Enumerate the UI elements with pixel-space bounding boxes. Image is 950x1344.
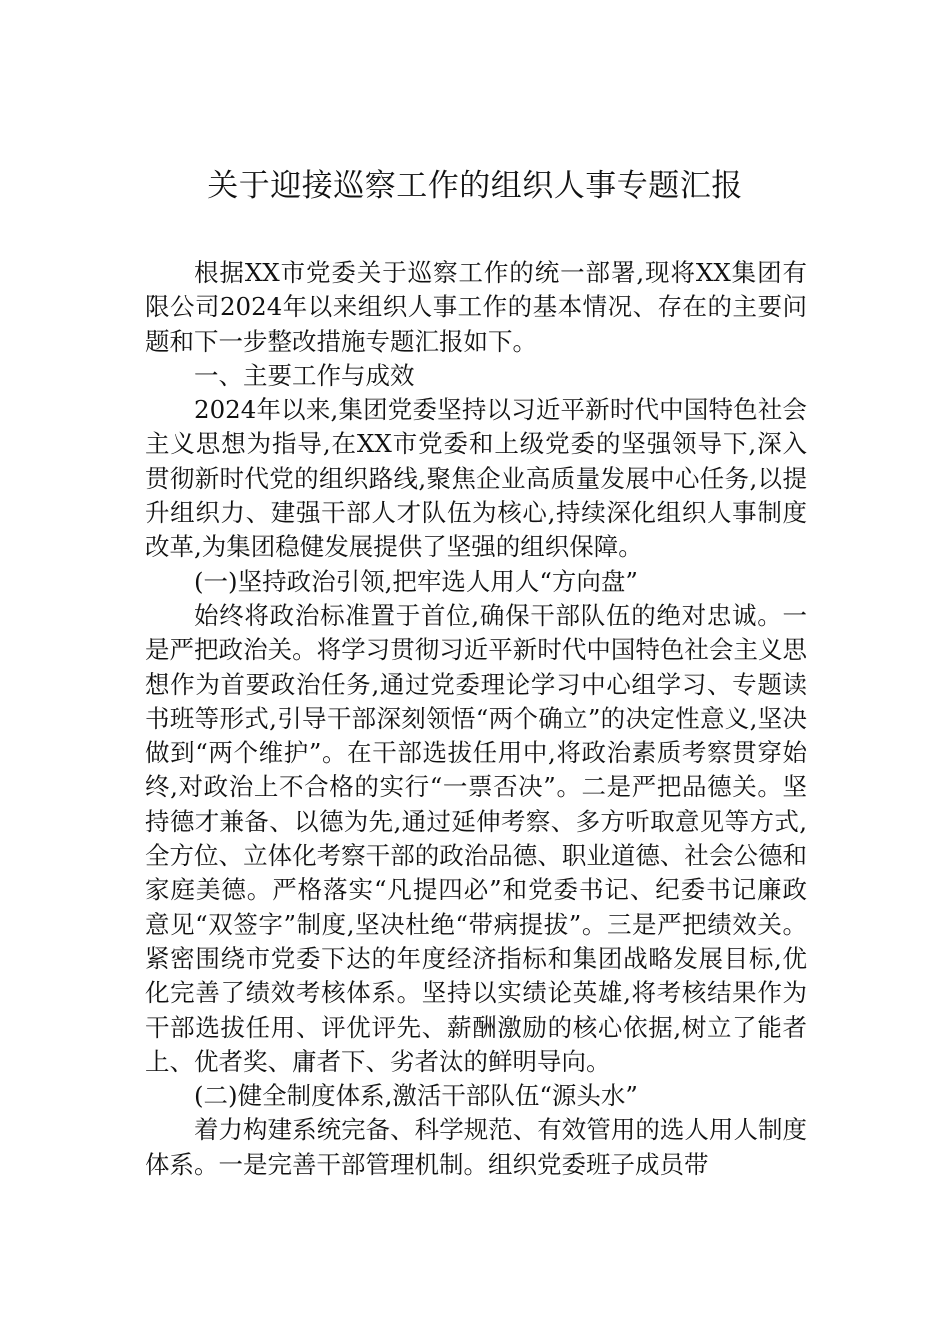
intro-paragraph: 根据XX市党委关于巡察工作的统一部署,现将XX集团有限公司2024年以来组织人事工作的基本情况、存在的主要问题和下一步整改措施专题汇报如下。 (145, 258, 807, 356)
section-1-paragraph: 2024年以来,集团党委坚持以习近平新时代中国特色社会主义思想为指导,在XX市党委和上级党委的坚强领导下,深入贯彻新时代党的组织路线,聚焦企业高质量发展中心任务,以提升组织力、建强干部人才队伍为核心,持续深化组织人事制度改革,为集团稳健发展提供了坚强的组织保障。 (145, 395, 807, 562)
document-title: 关于迎接巡察工作的组织人事专题汇报 (207, 168, 743, 204)
subsection-1-paragraph: 始终将政治标准置于首位,确保干部队伍的绝对忠诚。一是严把政治关。将学习贯彻习近平新时代中国特色社会主义思想作为首要政治任务,通过党委理论学习中心组学习、专题读书班等形式,引导干部深刻领悟“两个确立”的决定性意义,坚决做到“两个维护”。在干部选拔任用中,将政治素质考察贯穿始终,对政治上不合格的实行“一票否决”。二是严把品德关。坚持德才兼备、以德为先,通过延伸考察、多方听取意见等方式,全方位、立体化考察干部的政治品德、职业道德、社会公德和家庭美德。严格落实“凡提四必”和党委书记、纪委书记廉政意见“双签字”制度,坚决杜绝“带病提拔”。三是严把绩效关。紧密围绕市党委下达的年度经济指标和集团战略发展目标,优化完善了绩效考核体系。坚持以实绩论英雄,将考核结果作为干部选拔任用、评优评先、薪酬激励的核心依据,树立了能者上、优者奖、庸者下、劣者汰的鲜明导向。 (145, 600, 807, 1076)
section-heading-1: 一、主要工作与成效 (194, 360, 415, 390)
subsection-2-paragraph: 着力构建系统完备、科学规范、有效管用的选人用人制度体系。一是完善干部管理机制。组织党委班子成员带 (145, 1115, 807, 1179)
subsection-heading-1: (一)坚持政治引领,把牢选人用人“方向盘” (194, 566, 638, 596)
subsection-heading-2: (二)健全制度体系,激活干部队伍“源头水” (194, 1081, 638, 1111)
document-body (145, 256, 807, 1182)
